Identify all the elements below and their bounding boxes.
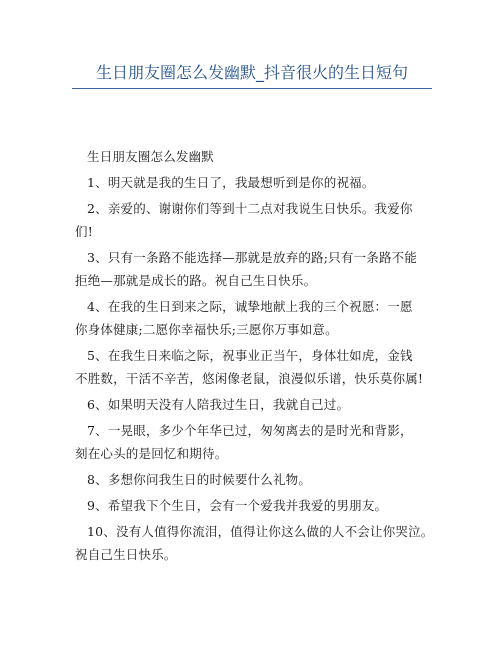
paragraph-line: 们!: [75, 224, 93, 239]
document-body: [75, 145, 450, 569]
paragraph-line: 10、没有人值得你流泪，值得让你这么做的人不会让你哭泣。: [87, 524, 434, 539]
paragraph-line: 4、在我的生日到来之际，诚挚地献上我的三个祝愿：一愿: [87, 299, 413, 314]
paragraph-line: 7、一晃眼，多少个年华已过，匆匆离去的是时光和背影，: [87, 423, 413, 438]
paragraph-6: [75, 393, 450, 416]
paragraph-10: [75, 520, 450, 566]
paragraph-3: [75, 246, 450, 292]
paragraph-line: 不胜数，干活不辛苦，悠闲像老鼠，浪漫似乐谱，快乐莫你属!: [75, 371, 424, 386]
paragraph-4: [75, 295, 450, 341]
paragraph-line: 拒绝—那就是成长的路。祝自己生日快乐。: [75, 273, 317, 288]
document-title: 生日朋友圈怎么发幽默_抖音很火的生日短句: [95, 63, 408, 82]
paragraph-line: 3、只有一条路不能选择—那就是放弃的路;只有一条路不能: [87, 250, 418, 265]
paragraph-line: 2、亲爱的、谢谢你们等到十二点对我说生日快乐。我爱你: [87, 201, 413, 216]
paragraph-2: [75, 197, 450, 243]
paragraph-line: 9、希望我下个生日，会有一个爱我并我爱的男朋友。: [87, 498, 388, 513]
paragraph-5: [75, 344, 450, 390]
paragraph-1: [75, 171, 450, 194]
paragraph-line: 5、在我生日来临之际，祝事业正当午，身体壮如虎，金钱: [87, 348, 413, 363]
paragraph-8: [75, 468, 450, 491]
paragraph-line: 8、多想你问我生日的时候要什么礼物。: [87, 472, 312, 487]
paragraph-line: 祝自己生日快乐。: [75, 547, 177, 562]
paragraph-line: 你身体健康;二愿你幸福快乐;三愿你万事如意。: [75, 322, 338, 337]
paragraph-line: 6、如果明天没有人陪我过生日，我就自己过。: [87, 397, 350, 412]
section-heading: 生日朋友圈怎么发幽默: [87, 149, 215, 164]
paragraph-7: [75, 419, 450, 465]
title-underline: [72, 88, 432, 89]
paragraph-line: 1、明天就是我的生日了，我最想听到是你的祝福。: [87, 175, 375, 190]
paragraph-9: [75, 494, 450, 517]
paragraph-line: 刻在心头的是回忆和期待。: [75, 446, 228, 461]
